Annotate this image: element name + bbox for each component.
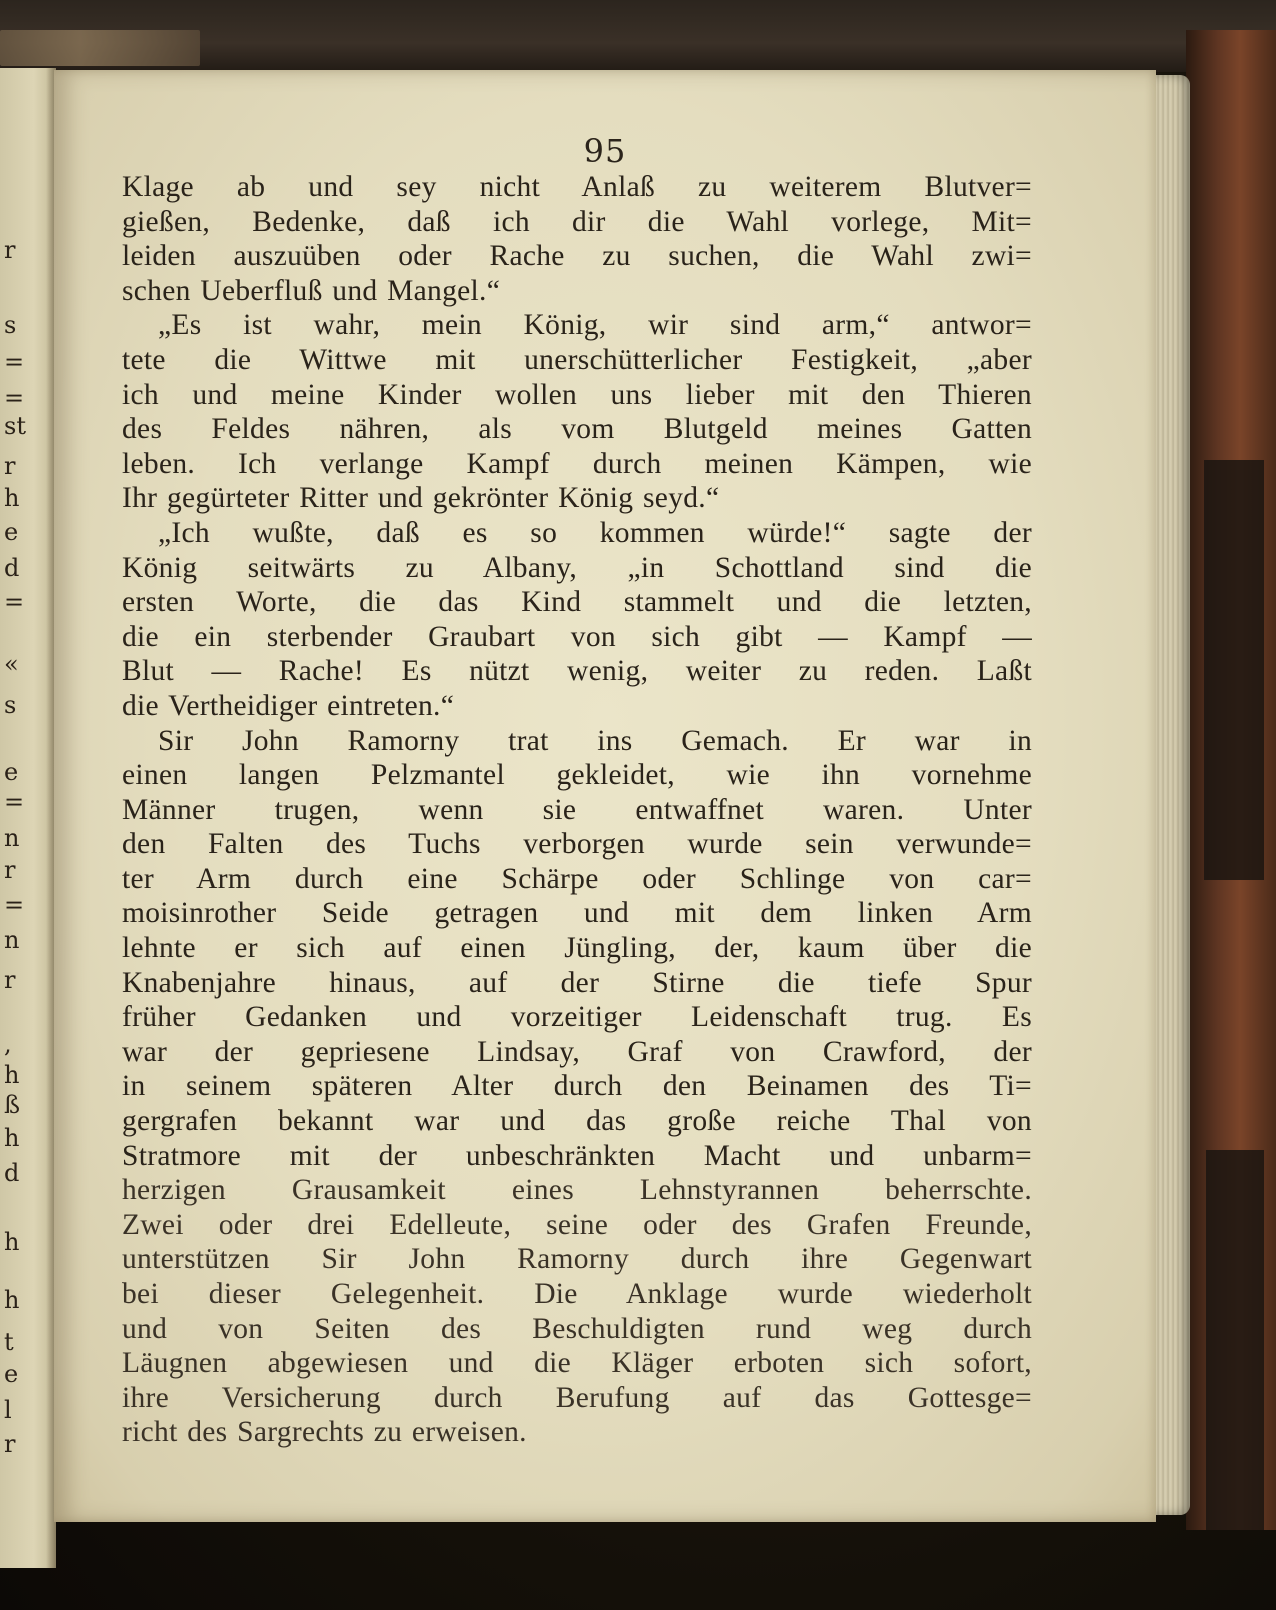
left-page-letter: r <box>4 1430 16 1458</box>
left-page-letter: e <box>4 518 19 546</box>
text-line: „Ich wußte, daß es so kommen würde!“ sagte der <box>158 516 1032 549</box>
text-line: Läugnen abgewiesen und die Kläger erboten sich sofort, <box>122 1347 1032 1380</box>
left-page-letter: s <box>4 691 17 719</box>
left-page-letter: = <box>4 348 25 376</box>
text-line: herzigen Grausamkeit eines Lehnstyrannen beherrschte. <box>122 1174 1032 1207</box>
page-text <box>122 170 1032 1450</box>
left-page-letter: t <box>4 1328 14 1356</box>
left-page-letter: = <box>4 384 25 412</box>
left-page-letter: « <box>4 650 19 678</box>
text-line: Blut — Rache! Es nützt wenig, weiter zu reden. Laßt <box>122 655 1032 688</box>
text-line: in seinem späteren Alter durch den Beinamen des Ti= <box>122 1070 1032 1103</box>
text-line: war der gepriesene Lindsay, Graf von Crawford, der <box>122 1035 1032 1068</box>
left-page-letter: r <box>4 236 16 264</box>
text-line: und von Seiten des Beschuldigten rund weg durch <box>122 1312 1032 1345</box>
book-cover-top-edge <box>0 0 1276 72</box>
left-page-letter: h <box>4 1124 20 1152</box>
left-page-letter: l <box>4 1396 12 1424</box>
text-line: einen langen Pelzmantel gekleidet, wie ihn vornehme <box>122 759 1032 792</box>
left-page-letter: n <box>4 824 20 852</box>
text-line: den Falten des Tuchs verborgen wurde sein verwunde= <box>122 828 1032 861</box>
text-line: leben. Ich verlange Kampf durch meinen Kämpen, wie <box>122 447 1032 480</box>
text-line: ihre Versicherung durch Berufung auf das Gottesge= <box>122 1381 1032 1414</box>
left-page-letter: r <box>4 856 16 884</box>
text-line: die ein sterbender Graubart von sich gibt — Kampf — <box>122 620 1032 653</box>
text-line: ich und meine Kinder wollen uns lieber mit den Thieren <box>122 378 1032 411</box>
left-page-letter: = <box>4 788 25 816</box>
left-page-letter: d <box>4 554 20 582</box>
left-page-letter: r <box>4 452 16 480</box>
text-line: früher Gedanken und vorzeitiger Leidenschaft trug. Es <box>122 1001 1032 1034</box>
left-page-letter: h <box>4 1286 20 1314</box>
left-page-letter: r <box>4 966 16 994</box>
left-page-letter: = <box>4 891 25 919</box>
text-line: „Es ist wahr, mein König, wir sind arm,“ antwor= <box>158 309 1032 342</box>
left-page-letter: h <box>4 1228 20 1256</box>
book-page <box>54 70 1156 1522</box>
text-line: lehnte er sich auf einen Jüngling, der, kaum über die <box>122 932 1032 965</box>
left-page-letter: st <box>4 412 26 440</box>
text-line: König seitwärts zu Albany, „in Schottland sind die <box>122 551 1032 584</box>
text-line: bei dieser Gelegenheit. Die Anklage wurde wiederholt <box>122 1278 1032 1310</box>
text-line: Knabenjahre hinaus, auf der Stirne die tiefe Spur <box>122 966 1032 999</box>
left-facing-page <box>0 68 56 1568</box>
left-page-letter: h <box>4 1061 20 1089</box>
left-page-letter: h <box>4 484 20 512</box>
left-page-letter: e <box>4 1360 19 1388</box>
left-page-letter: s <box>4 311 17 339</box>
text-line: Stratmore mit der unbeschränkten Macht und unbarm= <box>122 1139 1032 1172</box>
text-line: Ihr gegürteter Ritter und gekrönter König seyd.“ <box>122 482 720 515</box>
left-page-letter: ß <box>4 1091 21 1119</box>
text-line: ersten Worte, die das Kind stammelt und die letzten, <box>122 586 1032 619</box>
left-page-letter: = <box>4 588 25 616</box>
text-line: Zwei oder drei Edelleute, seine oder des Grafen Freunde, <box>122 1208 1032 1241</box>
text-line: moisinrother Seide getragen und mit dem linken Arm <box>122 897 1032 930</box>
text-line: leiden auszuüben oder Rache zu suchen, die Wahl zwi= <box>122 240 1032 273</box>
text-line: ter Arm durch eine Schärpe oder Schlinge von car= <box>122 862 1032 895</box>
text-line: tete die Wittwe mit unerschütterlicher Festigkeit, „aber <box>122 343 1032 376</box>
text-line: des Feldes nähren, als vom Blutgeld meines Gatten <box>122 413 1032 446</box>
text-line: Männer trugen, wenn sie entwaffnet waren. Unter <box>122 793 1032 826</box>
text-line: Klage ab und sey nicht Anlaß zu weiterem Blutver= <box>122 171 1032 203</box>
text-line: die Vertheidiger eintreten.“ <box>122 689 455 722</box>
text-line: schen Ueberfluß und Mangel.“ <box>122 274 501 307</box>
left-page-letter: n <box>4 926 20 954</box>
book-cover-right-board <box>1186 30 1276 1530</box>
page-number: 95 <box>583 132 627 170</box>
text-line: unterstützen Sir John Ramorny durch ihre Gegenwart <box>122 1243 1032 1276</box>
left-page-letter: , <box>4 1030 12 1058</box>
left-page-letter: e <box>4 758 19 786</box>
text-line: Sir John Ramorny trat ins Gemach. Er war in <box>158 724 1032 757</box>
text-line: gergrafen bekannt war und das große reiche Thal von <box>122 1105 1032 1138</box>
left-page-letter: d <box>4 1159 20 1187</box>
text-line: richt des Sargrechts zu erweisen. <box>122 1416 527 1449</box>
text-line: gießen, Bedenke, daß ich dir die Wahl vorlege, Mit= <box>122 205 1032 238</box>
